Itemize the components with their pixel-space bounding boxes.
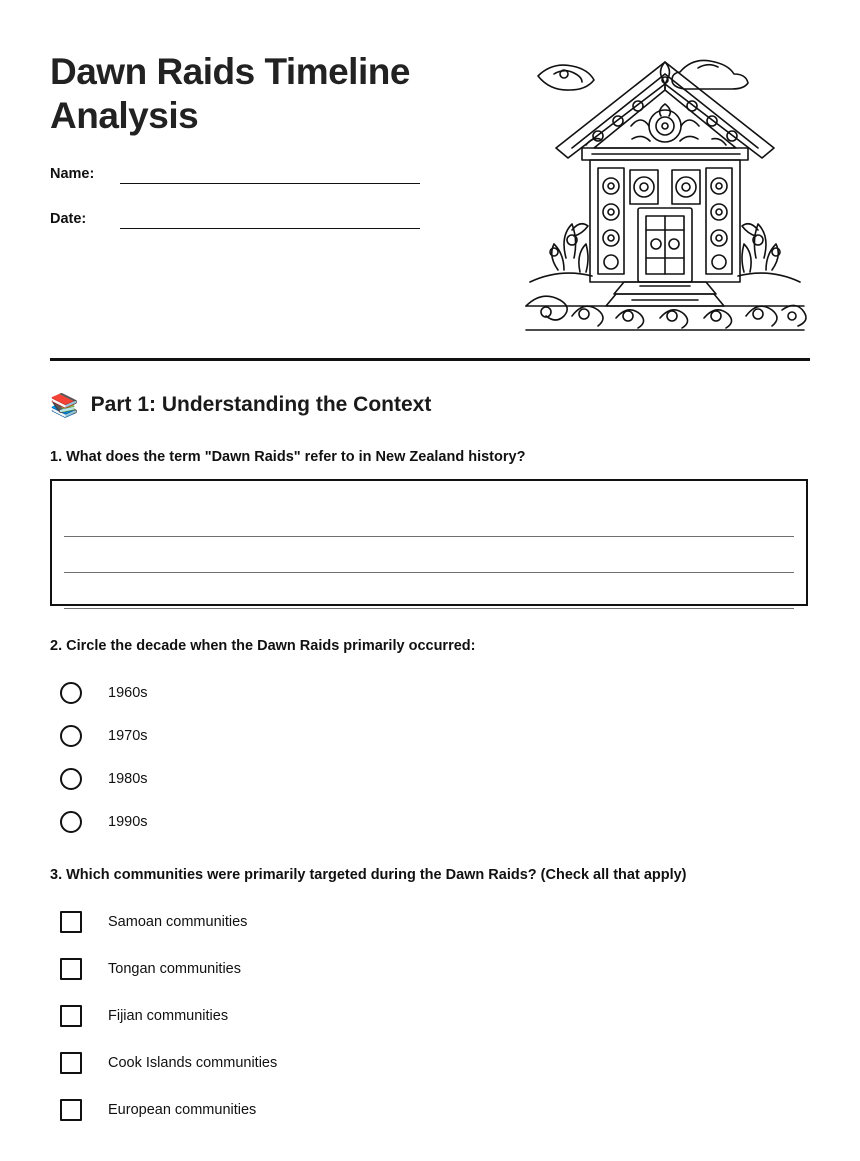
answer-line[interactable] [64,501,794,537]
books-icon: 📚 [50,391,79,418]
date-field-label: Date: [50,210,87,227]
option-row[interactable] [50,1003,810,1029]
page-title: Dawn Raids Timeline Analysis [50,51,410,137]
header-left [50,40,520,229]
question-2-options [50,680,810,835]
option-row[interactable] [50,723,810,749]
option-row[interactable] [50,1097,810,1123]
radio-button[interactable] [60,811,82,833]
radio-button[interactable] [60,725,82,747]
checkbox[interactable] [60,1005,82,1027]
radio-button[interactable] [60,768,82,790]
checkbox[interactable] [60,958,82,980]
option-row[interactable] [50,1050,810,1076]
question-3-text: 3. Which communities were primarily targeted during the Dawn Raids? (Check all that apply) [50,867,687,883]
option-row[interactable] [50,809,810,835]
name-field-label: Name: [50,165,95,182]
wharenui-illustration [520,44,810,334]
option-label: Fijian communities [108,1008,229,1024]
option-label: 1960s [108,685,148,701]
option-row[interactable] [50,766,810,792]
option-row[interactable] [50,956,810,982]
option-label: 1990s [108,814,148,830]
option-label: 1980s [108,771,148,787]
name-field-row [50,161,520,184]
checkbox[interactable] [60,911,82,933]
date-field-input[interactable] [120,206,420,229]
checkbox[interactable] [60,1052,82,1074]
part1-title: Part 1: Understanding the Context [90,393,432,416]
question-1-text: 1. What does the term "Dawn Raids" refer to in New Zealand history? [50,449,526,465]
answer-line[interactable] [64,573,794,609]
option-label: Cook Islands communities [108,1055,278,1071]
checkbox[interactable] [60,1099,82,1121]
option-label: 1970s [108,728,148,744]
radio-button[interactable] [60,682,82,704]
document-header [50,40,810,334]
date-field-row [50,206,520,229]
option-row[interactable] [50,909,810,935]
option-label: Tongan communities [108,961,241,977]
part1-heading [50,393,810,417]
question-1-answer-box[interactable] [50,479,808,606]
question-3-options [50,909,810,1123]
option-label: European communities [108,1102,257,1118]
answer-line[interactable] [64,537,794,573]
header-divider [50,358,810,361]
question-2-text: 2. Circle the decade when the Dawn Raids primarily occurred: [50,638,476,654]
option-row[interactable] [50,680,810,706]
name-field-input[interactable] [120,161,420,184]
option-label: Samoan communities [108,914,248,930]
